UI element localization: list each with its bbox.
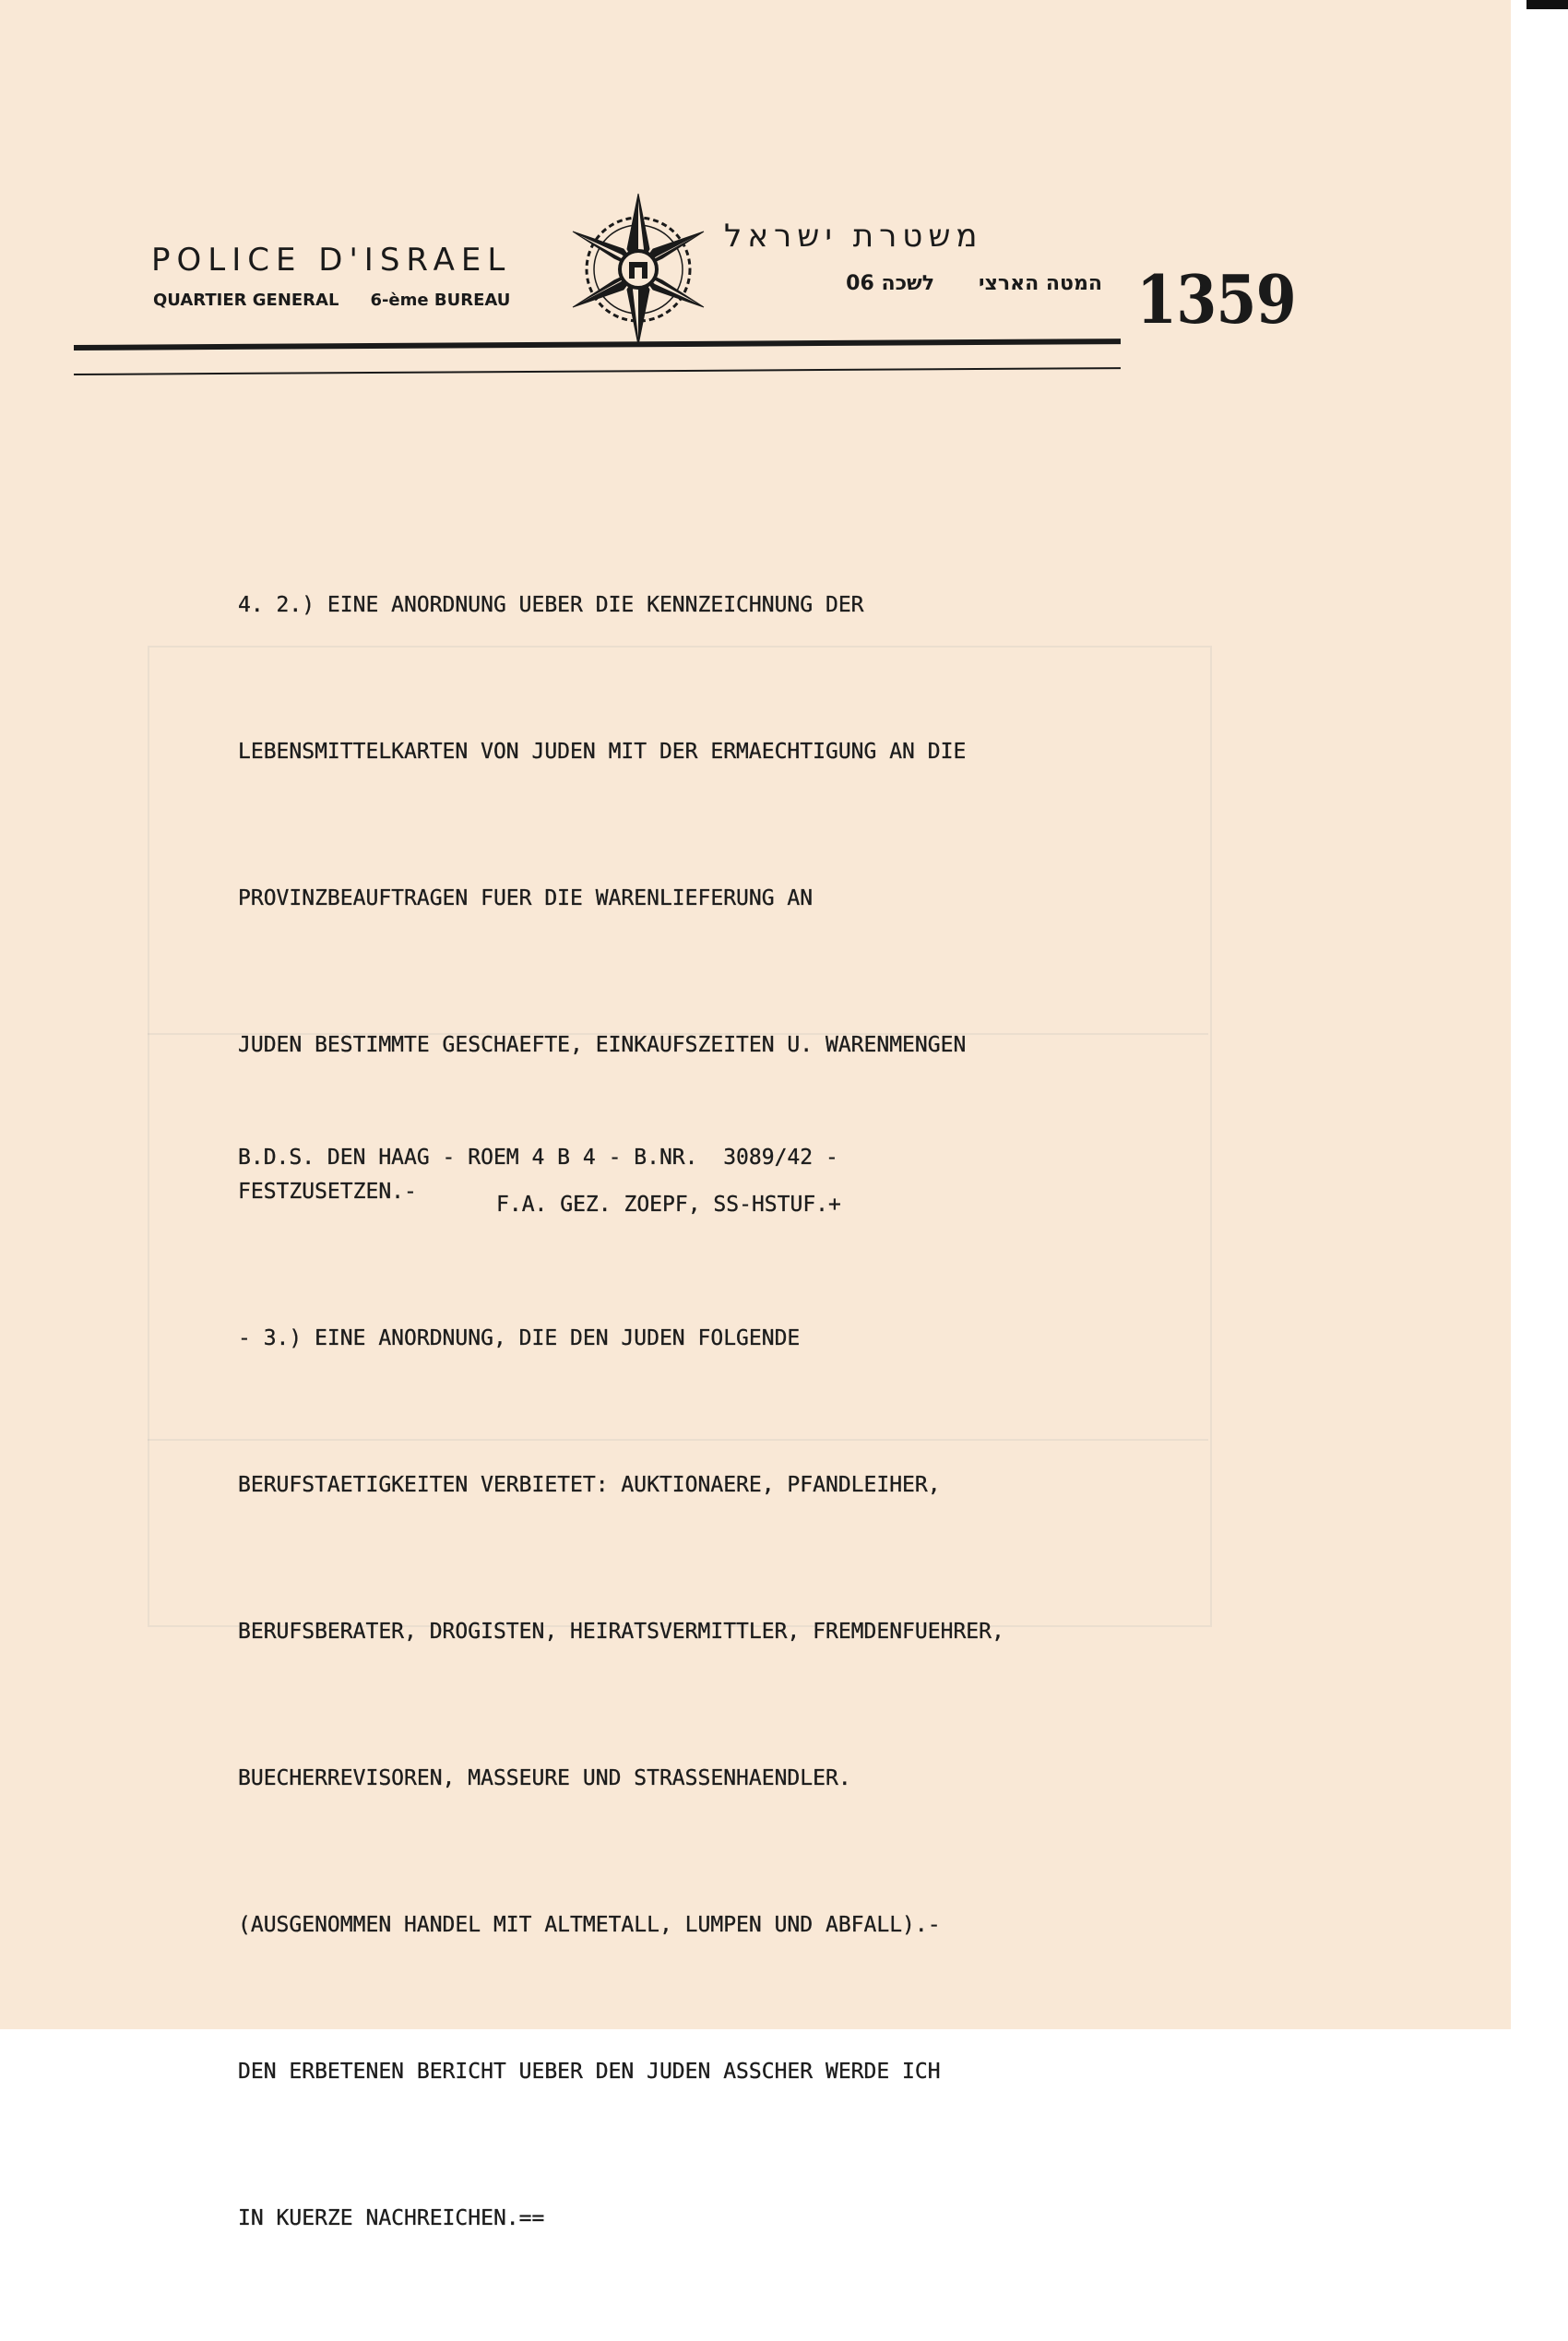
header-rule-thin [74,367,1121,375]
header-left-subtitle [153,291,510,310]
body-line: DEN ERBETENEN BERICHT UEBER DEN JUDEN ASSCHER WERDE ICH [238,2060,941,2084]
header-bureau: 6-ème BUREAU [370,291,511,310]
scan-margin [1511,0,1568,2029]
header-quartier: QUARTIER GENERAL [153,291,339,310]
document-number: 1359 [1136,260,1296,339]
body-line: 4. 2.) EINE ANORDNUNG UEBER DIE KENNZEICHNUNG DER [238,593,864,617]
body-line: FESTZUSETZEN.- [238,1180,417,1204]
body-line: LEBENSMITTELKARTEN VON JUDEN MIT DER ERMAECHTIGUNG AN DIE [238,740,967,764]
body-line: - 3.) EINE ANORDNUNG, DIE DEN JUDEN FOLGENDE [238,1326,801,1350]
header-office: לשכה 06 [846,272,935,295]
police-star-emblem-icon [564,192,712,347]
header-right-subtitle [729,272,1102,295]
body-line: JUDEN BESTIMMTE GESCHAEFTE, EINKAUFSZEITEN U. WARENMENGEN [238,1033,967,1057]
body-line: IN KUERZE NACHREICHEN.== [238,2206,545,2230]
body-line: (AUSGENOMMEN HANDEL MIT ALTMETALL, LUMPEN UND ABFALL).- [238,1913,941,1937]
header-left-title: POLICE D'ISRAEL [151,242,512,279]
body-line: PROVINZBEAUFTRAGEN FUER DIE WARENLIEFERUNG AN [238,886,814,910]
footer-signature: F.A. GEZ. ZOEPF, SS-HSTUF.+ [496,1193,841,1217]
header-right-title: משטרת ישראל [724,218,983,255]
body-line: BUECHERREVISOREN, MASSEURE UND STRASSENHAENDLER. [238,1766,851,1790]
footer-reference: B.D.S. DEN HAAG - ROEM 4 B 4 - B.NR. 3089/42 - [238,1146,838,1170]
body-line: BERUFSTAETIGKEITEN VERBIETET: AUKTIONAERE, PFANDLEIHER, [238,1473,941,1497]
body-line: BERUFSBERATER, DROGISTEN, HEIRATSVERMITTLER, FREMDENFUEHRER, [238,1620,1004,1644]
header-national-hq: המטה הארצי [979,272,1102,295]
typed-body [238,483,1004,2341]
scan-corner [1526,0,1568,9]
